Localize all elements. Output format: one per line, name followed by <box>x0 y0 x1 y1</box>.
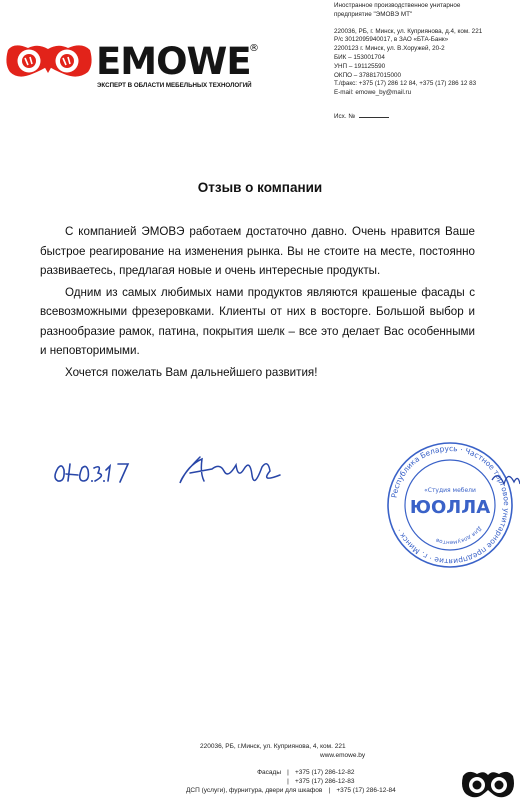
contact-phone: +375 (17) 286-12-84 <box>336 787 396 795</box>
email: E-mail: emowe_by@mail.ru <box>334 89 412 97</box>
unp-code: УНП – 191125590 <box>334 62 386 70</box>
contact-label <box>186 777 281 786</box>
company-requisites <box>334 2 520 98</box>
brand-slogan: ЭКСПЕРТ В ОБЛАСТИ МЕБЕЛЬНЫХ ТЕХНОЛОГИЙ <box>97 82 252 89</box>
handwritten-signature <box>170 445 290 495</box>
company-name-line: предприятие "ЭМОВЭ МТ" <box>334 10 413 18</box>
footer-address <box>200 742 365 760</box>
owl-eyes-footer-icon <box>460 768 516 800</box>
paragraph: Одним из самых любимых нами продуктов являются крашеные фасады с всевозможными фрезеровками. Клиенты от них в восторге. Большой выбор и разнообразие рамок, патина, покрытия шелк – все это делает Вас особенными и неповторимыми. <box>40 285 475 357</box>
svg-text:ЮОЛЛА: ЮОЛЛА <box>409 497 491 518</box>
bank-account: Р/с 3012095940017, в ЗАО «БТА-Банк» <box>334 36 449 44</box>
footer-website: www.emowe.by <box>320 752 366 760</box>
company-name-line: Иностранное производственное унитарное <box>334 2 461 9</box>
document-title: Отзыв о компании <box>197 180 323 195</box>
bank-address: 2200123 г. Минск, ул. В.Хоружей, 20-2 <box>334 45 445 53</box>
outgoing-ref-number <box>334 113 389 120</box>
bik-code: БИК – 153001704 <box>334 53 385 61</box>
signature-block <box>50 440 520 567</box>
contact-row: | +375 (17) 286-12-83 <box>186 777 396 786</box>
contact-phone: +375 (17) 286-12-83 <box>295 778 355 786</box>
paragraph: Хочется пожелать Вам дальнейшего развития! <box>65 365 318 379</box>
svg-text:«Студия мебели: «Студия мебели <box>424 487 476 494</box>
footer-address-line: 220036, РБ, г.Минск, ул. Куприянова, 4, ком. 221 <box>200 743 346 750</box>
company-stamp-seal <box>380 440 520 570</box>
letter-body <box>40 222 475 384</box>
brand-name: EMOWE <box>96 40 251 83</box>
company-logo <box>4 40 262 100</box>
okpo-code: ОКПО – 378817015000 <box>334 71 402 79</box>
paragraph: С компанией ЭМОВЭ работаем достаточно давно. Очень нравится Ваше быстрое реагирование на изменения рынка. Вы не стоите на месте, постоянно развиваетесь, предлагая новые и очень интересные продукты. <box>40 225 475 277</box>
contact-label: Фасады <box>257 769 281 776</box>
ref-label: Исх. № <box>334 113 356 120</box>
footer-contacts <box>186 768 396 796</box>
contact-label: ДСП (услуги), фурнитура, двери для шкафов <box>186 787 323 795</box>
contact-phone: +375 (17) 286-12-82 <box>295 769 355 776</box>
handwritten-date <box>50 448 150 498</box>
registered-mark: ® <box>249 43 259 54</box>
contact-row: ДСП (услуги), фурнитура, двери для шкафов | +375 (17) 286-12-84 <box>186 787 396 795</box>
contact-row: Фасады | +375 (17) 286-12-82 <box>186 768 396 777</box>
svg-text:Для документов: Для документов <box>435 524 483 546</box>
svg-text:Республика Беларусь · Частное: Республика Беларусь · Частное торговое унитарное предприятие · г. Минск · <box>389 443 512 567</box>
owl-eyes-logo-icon <box>4 40 94 80</box>
ref-blank-line <box>359 117 389 118</box>
phone-fax: Т./факс: +375 (17) 286 12 84, +375 (17) 286 12 83 <box>334 80 477 88</box>
company-address: 220036, РБ, г. Минск, ул. Куприянова, д.4, ком. 221 <box>334 27 483 35</box>
